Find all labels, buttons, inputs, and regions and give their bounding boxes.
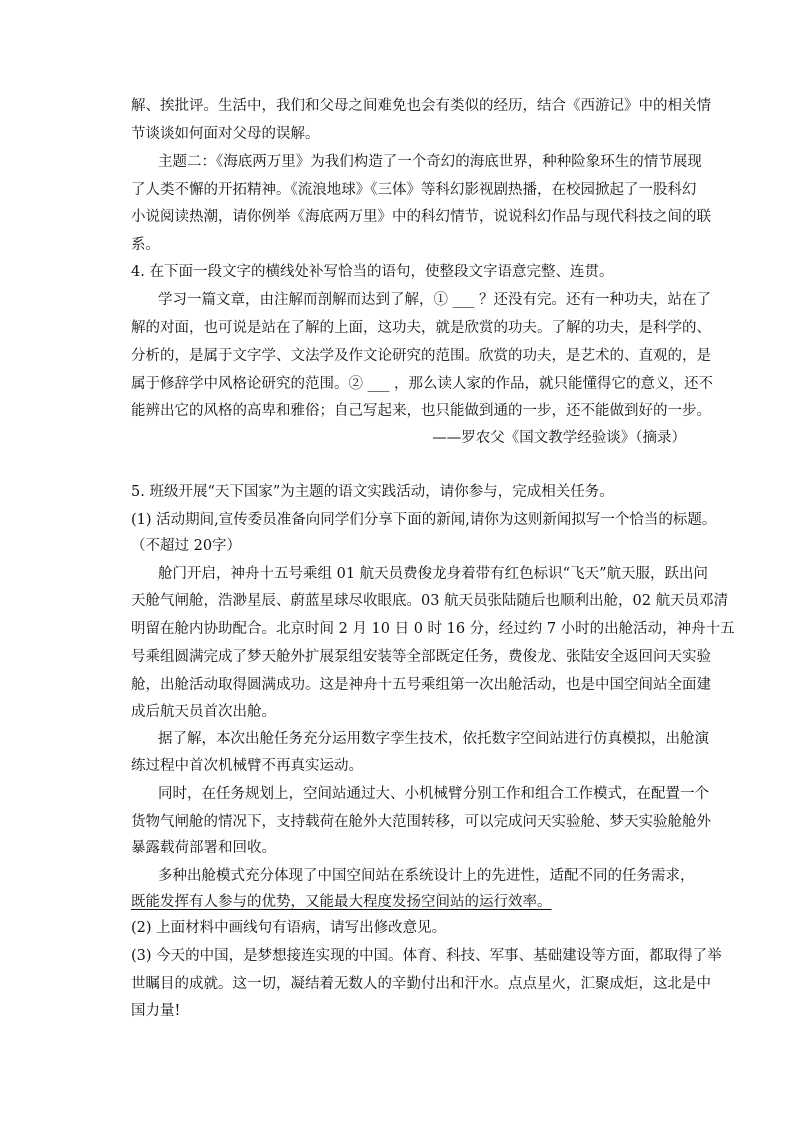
- text-line: 系。: [131, 237, 160, 253]
- text-line: 小说阅读热潮，请你例举《海底两万里》中的科幻情节，说说科幻作品与现代科技之间的联: [131, 209, 711, 225]
- question-5-stem: 5. 班级开展“天下国家”为主题的语文实践活动，请你参与，完成相关任务。: [131, 484, 614, 500]
- text-line: 能辨出它的风格的高卑和雅俗；自己写起来，也只能做到通的一步，还不能做到好的一步。: [131, 403, 711, 419]
- source-citation: ——罗农父《国文教学经验谈》（摘录）: [432, 430, 686, 446]
- question-4-stem: 4. 在下面一段文字的横线处补写恰当的语句，使整段文字语意完整、连贯。: [131, 264, 614, 280]
- text-line: 货物气闸舱的情况下，支持载荷在舱外大范围转移，可以完成问天实验舱、梦天实验舱舱外: [131, 814, 711, 830]
- text-line: 分析的，是属于文字学、文法学及作文论研究的范围。欣赏的功夫，是艺术的、直观的，是: [131, 348, 711, 364]
- text-line: 节谈谈如何面对父母的误解。: [131, 126, 320, 142]
- text-line: 明留在舱内协助配合。北京时间 2 月 10 日 0 时 16 分，经过约 7 小时的出舱活动，神舟十五: [131, 621, 735, 637]
- text-line: 解、挨批评。生活中，我们和父母之间难免也会有类似的经历，结合《西游记》中的相关情: [131, 98, 711, 114]
- text-line: (1) 活动期间,宣传委员准备向同学们分享下面的新闻,请你为这则新闻拟写一个恰当的标题。: [131, 512, 717, 528]
- text-line: 舱门开启，神舟十五号乘组 01 航天员费俊龙身着带有红色标识“飞天”航天服，跃出问: [158, 566, 708, 582]
- text-line: 据了解，本次出舱任务充分运用数字孪生技术，依托数字空间站进行仿真模拟，出舱演: [158, 731, 709, 747]
- text-line: 主题二：《海底两万里》为我们构造了一个奇幻的海底世界，种种险象环生的情节展现: [158, 154, 702, 170]
- text-line: 天舱气闸舱，浩渺星辰、蔚蓝星球尽收眼底。03 航天员张陆随后也顺利出舱，02 航天员邓清: [131, 593, 729, 609]
- text-line: 世瞩目的成就。这一切，凝结着无数人的辛勤付出和汗水。点点星火，汇聚成炬，这北是中: [131, 976, 711, 992]
- text-line: 多种出舱模式充分体现了中国空间站在系统设计上的先进性，适配不同的任务需求，: [158, 868, 695, 884]
- text-line: 解的对面，也可说是站在了解的上面，这功夫，就是欣赏的功夫。了解的功夫，是科学的、: [131, 320, 711, 336]
- underlined-sentence: 既能发挥有人参与的优势，又能最大程度发扬空间站的运行效率。: [131, 894, 552, 910]
- text-line: 舱，出舱活动取得圆满成功。这是神舟十五号乘组第一次出舱活动，也是中国空间站全面建: [131, 677, 711, 693]
- text-line: (3) 今天的中国，是梦想接连实现的中国。体育、科技、军事、基础建设等方面，都取得了举: [131, 948, 722, 964]
- text-line: 练过程中首次机械臂不再真实运动。: [131, 758, 363, 774]
- text-line: 暴露载荷部署和回收。: [131, 840, 276, 856]
- text-line: (2) 上面材料中画线句有语病，请写出修改意见。: [131, 920, 447, 936]
- text-line: 同时，在任务规划上，空间站通过大、小机械臂分别工作和组合工作模式，在配置一个: [158, 786, 709, 802]
- text-line: 学习一篇文章，由注解而剖解而达到了解，① ___ ？还没有完。还有一种功夫，站在了: [158, 292, 711, 308]
- text-line: 号乘组圆满完成了梦天舱外扩展泵组安装等全部既定任务，费俊龙、张陆安全返回问天实验: [131, 649, 711, 665]
- text-line: 了人类不懈的开拓精神。《流浪地球》《三体》等科幻影视剧热播，在校园掀起了一股科幻: [131, 182, 697, 198]
- text-line: 成后航天员首次出舱。: [131, 704, 276, 720]
- text-line: （不超过 20字）: [131, 538, 242, 554]
- text-line: 属于修辞学中风格论研究的范围。② ___ ，那么读人家的作品，就只能懂得它的意义，还不: [131, 376, 713, 392]
- text-line: 国力量!: [131, 1003, 181, 1019]
